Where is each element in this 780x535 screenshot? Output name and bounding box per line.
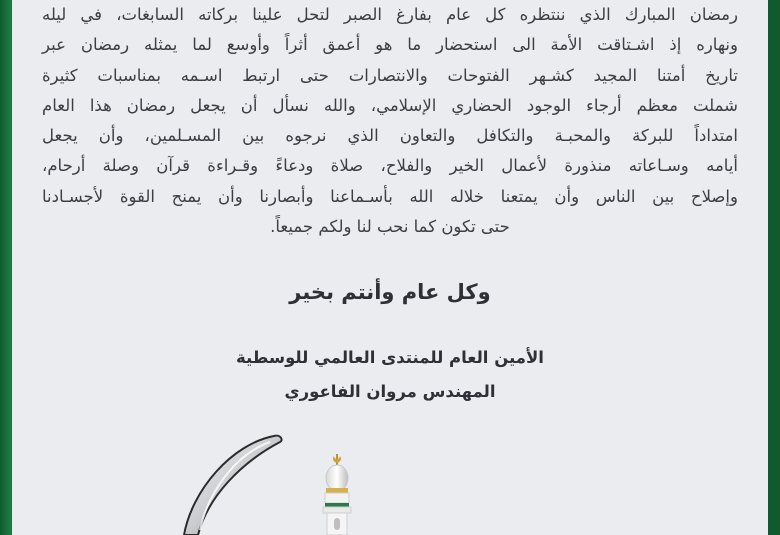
letter-line: حتى تكون كما نحب لنا ولكم جميعاً.	[270, 217, 510, 237]
greeting: وكل عام وأنتم بخير	[289, 280, 491, 304]
letter-line: امتداداً للبركة والمحبـة والتكافل والتعاون الذي نرجوه بين المسـلمين، وأن يجعل	[42, 126, 738, 146]
letter-body	[42, 0, 738, 242]
letter-card	[12, 0, 768, 535]
letter-line: شملت معظم أرجاء الوجود الحضاري الإسلامي، والله نسأل أن يجعل رمضان هذا العام	[42, 95, 738, 115]
letter-line: تاريخ أمتنا المجيد كشـهر الفتوحات والانتصارات حتى ارتبط اسـمه بمناسبات كثيرة	[42, 65, 738, 85]
mosque-minaret-icon	[323, 454, 351, 535]
crescent-moon-icon	[184, 436, 282, 535]
signature-title: الأمين العام للمنتدى العالمي للوسطية	[236, 348, 544, 367]
signature-name: المهندس مروان الفاعوري	[284, 382, 496, 401]
letter-line: وإصلاح بين الناس وأن يمتعنا خلاله الله بأسـماعنا وأبصارنا وأن يمنح القوة لأجسـادنا	[42, 186, 738, 206]
letter-line: أيامه وسـاعاته منذورة لأعمال الخير والفلاح، صلاة ودعاءً وقـراءة قرآن وصلة أرحام،	[42, 156, 738, 176]
ramadan-artwork	[162, 430, 412, 535]
letter-line: رمضان المبارك الذي ننتظره كل عام بفارغ الصبر لتحل علينا بركاته السابغات، في ليله	[42, 5, 738, 24]
letter-line: ونهاره إذ اشـتاقت الأمة الى استحضار ما هو أعمق أثراً وأوسع لما يمثله رمضان عبر	[42, 35, 738, 55]
